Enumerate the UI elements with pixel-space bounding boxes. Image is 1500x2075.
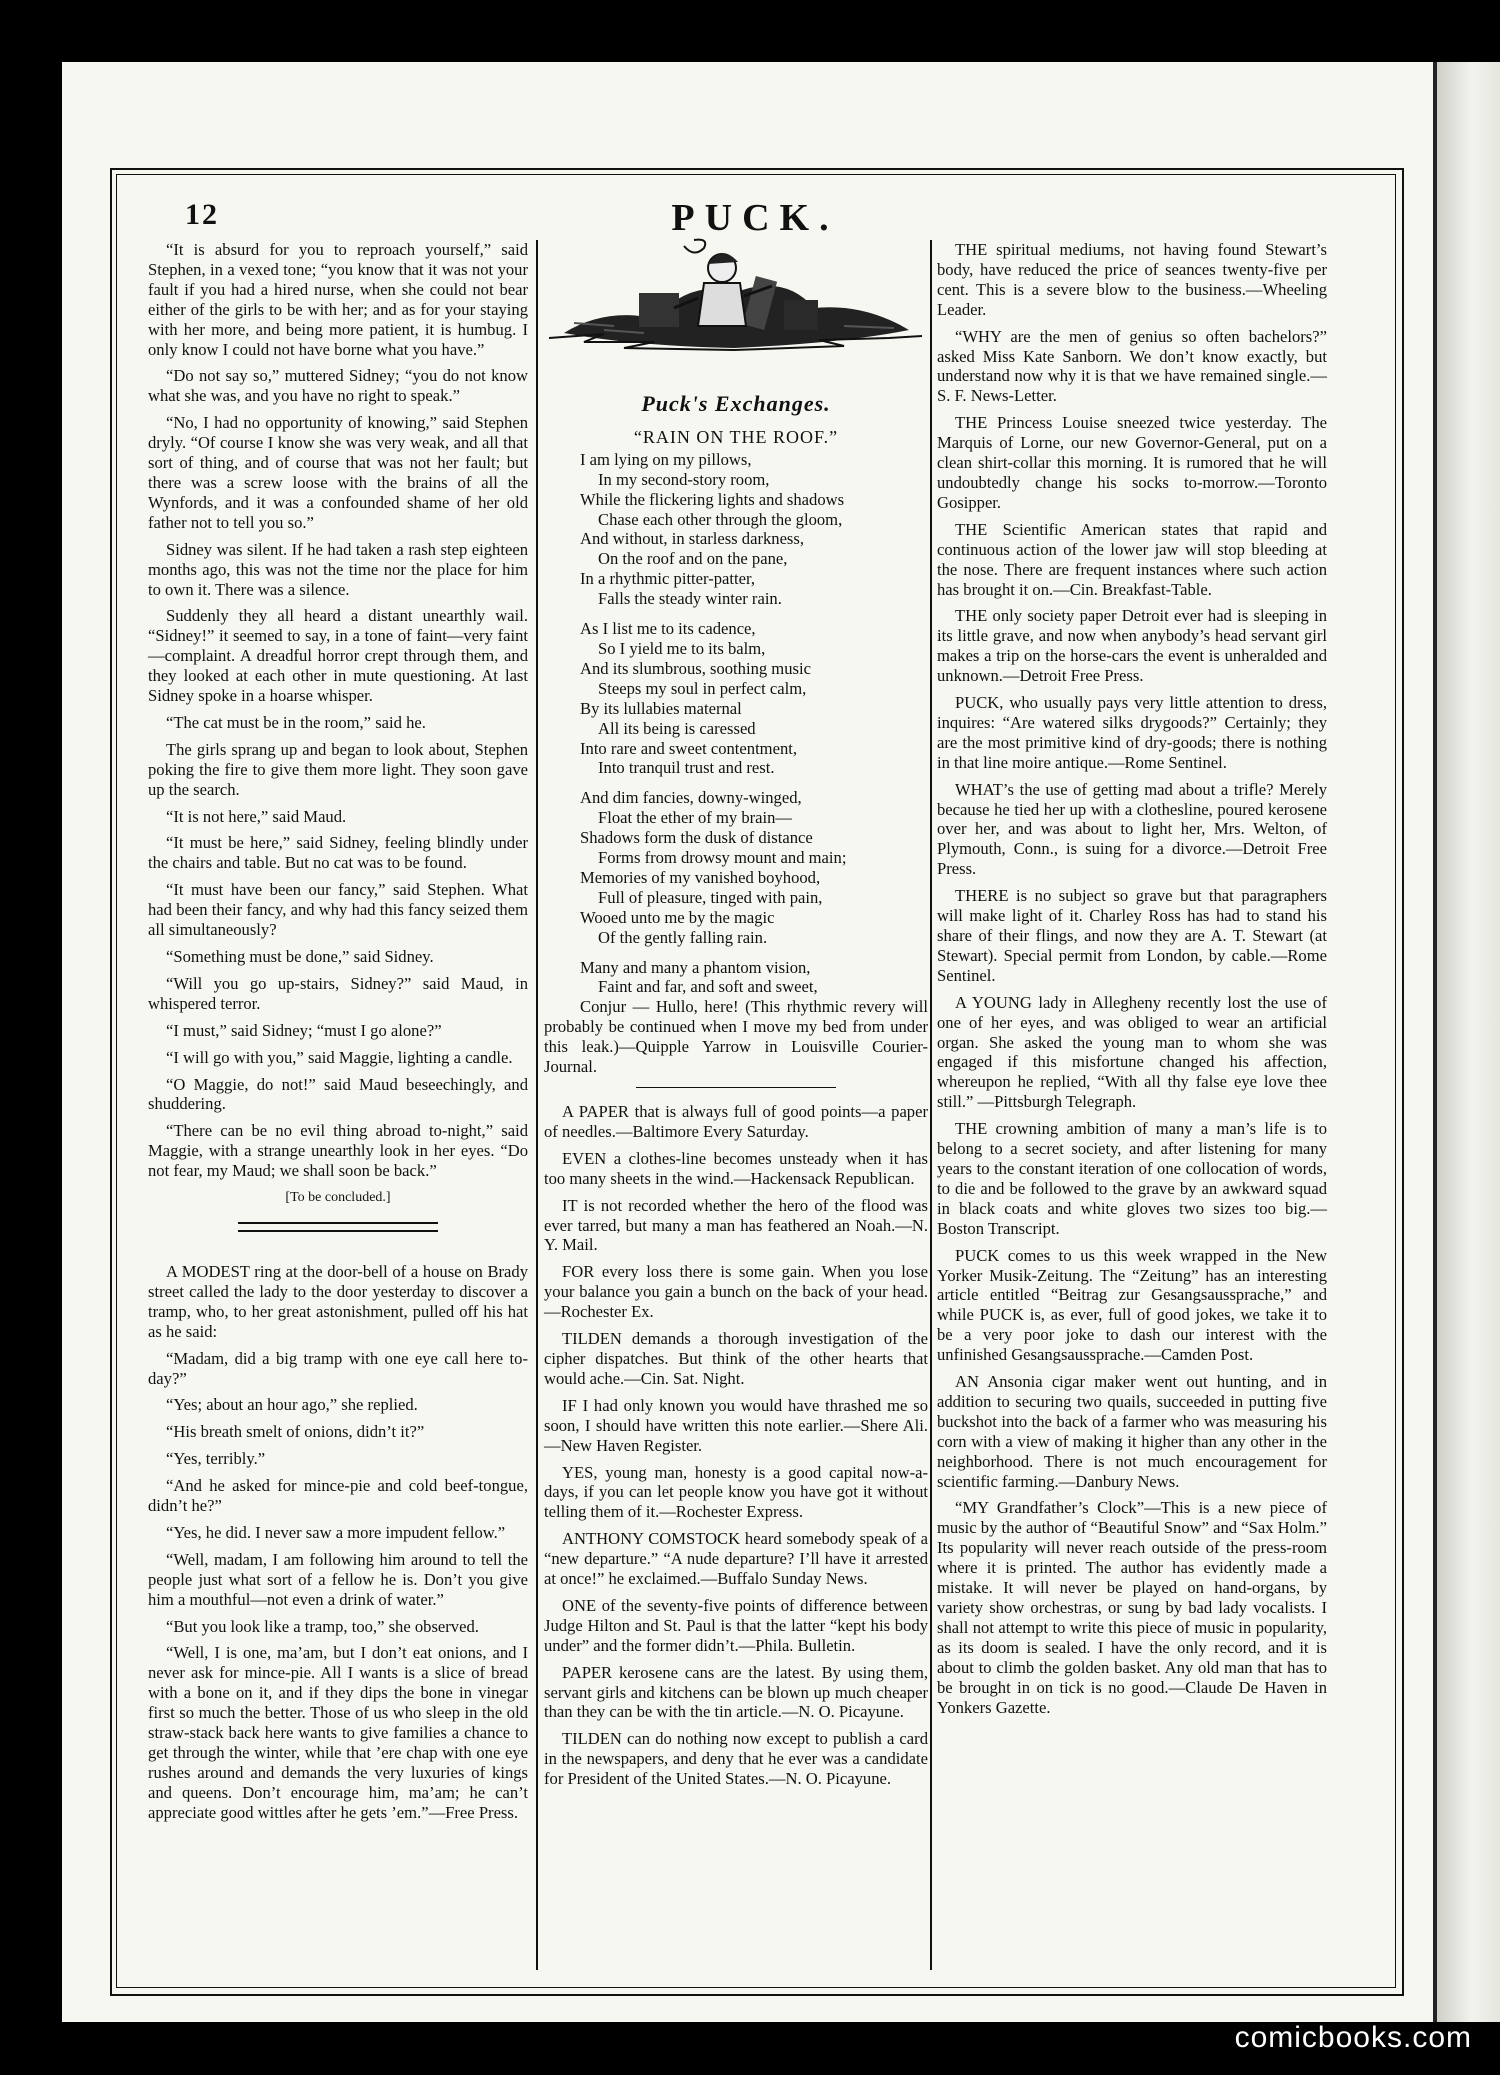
tramp-paragraph: “Madam, did a big tramp with one eye call here to-day?” — [148, 1348, 528, 1388]
exchange-item: A YOUNG lady in Allegheny recently lost the use of one of her eyes, and was obliged to wear an artificial organ. She asked the young man to whom she was engaged if this misfortune changed his affection, whereupon he replied, “With all thy false eye love thee still.” —Pittsburgh Telegraph. — [937, 992, 1327, 1112]
tramp-paragraph: “And he asked for mince-pie and cold beef-tongue, didn’t he?” — [148, 1476, 528, 1516]
story-paragraph: “The cat must be in the room,” said he. — [166, 712, 426, 732]
tramp-paragraph: “Well, madam, I am following him around to tell the people just what sort of a fellow he is. Don’t you give him a mouthful—not even a drink of water.” — [148, 1549, 528, 1609]
exchange-item: PUCK comes to us this week wrapped in the New Yorker Musik-Zeitung. The “Zeitung” has an interesting article entitled “Beitrag zur Gesangsaussprache,” and while PUCK is, as ever, full of good jokes, we take it to be a very poor joke to dash our interest with the unfinished Gesangsaussprache.—Camden Post. — [937, 1245, 1327, 1365]
poem-stanza — [580, 619, 928, 778]
poem-line: And dim fancies, downy-winged, — [580, 788, 802, 808]
poem-line: Chase each other through the gloom, — [598, 509, 843, 529]
story-paragraph: “It must be here,” said Sidney, feeling blindly under the chairs and table. But no cat was to be found. — [148, 833, 528, 873]
poem-line: Steeps my soul in perfect calm, — [598, 678, 807, 698]
column-rule-2 — [930, 240, 932, 1970]
exchange-item: AN Ansonia cigar maker went out hunting, and in addition to securing two quails, succeeded in putting five buckshot into the back of a farmer who was measuring his corn with a view of making it higher than any other in the neighborhood. There is not much encouragement for scientific farming.—Danbury News. — [937, 1372, 1327, 1491]
poem-line: In my second-story room, — [598, 469, 770, 489]
column-rule-1 — [536, 240, 538, 1970]
watermark: comicbooks.com — [1234, 2021, 1472, 2054]
story-paragraph: “It is not here,” said Maud. — [166, 806, 347, 826]
exchange-item: IF I had only known you would have thrashed me so soon, I should have written this note earlier.—Shere Ali.—New Haven Register. — [544, 1395, 928, 1455]
story-paragraph: “O Maggie, do not!” said Maud beseechingly, and shuddering. — [148, 1074, 528, 1114]
poem-line: And without, in starless darkness, — [580, 529, 804, 549]
poem-line: Float the ether of my brain— — [598, 808, 793, 828]
poem-line: Many and many a phantom vision, — [580, 957, 811, 977]
exchange-item: THE spiritual mediums, not having found Stewart’s body, have reduced the price of seances twenty-five per cent. This is a severe blow to the business.—Wheeling Leader. — [937, 240, 1327, 319]
story-paragraph: “I will go with you,” said Maggie, lighting a candle. — [166, 1047, 513, 1067]
story-paragraph: “I must,” said Sidney; “must I go alone?” — [166, 1020, 442, 1040]
exchange-item: THE Princess Louise sneezed twice yesterday. The Marquis of Lorne, our new Governor-General, put on a clean shirt-collar this morning. It is rumored that he will undoubtedly change his socks to-morrow.—Toronto Gosipper. — [937, 413, 1327, 512]
exchange-item: WHAT’s the use of getting mad about a trifle? Merely because he tied her up with a clothesline, poured kerosene over her, and was about to light her, Mrs. Welton, of Plymouth, Conn., is suing for a divorce.—Detroit Free Press. — [937, 779, 1327, 879]
poem-line: So I yield me to its balm, — [598, 638, 766, 658]
poem-line: In a rhythmic pitter-patter, — [580, 569, 756, 589]
story-paragraph: Sidney was silent. If he had taken a rash step eighteen months ago, this was not the time nor the place for him to own it. There was a silence. — [148, 539, 528, 599]
exchange-item: PAPER kerosene cans are the latest. By using them, servant girls and kitchens can be blown up much cheaper than they can be with the tin article.—N. O. Picayune. — [544, 1662, 928, 1722]
exchange-item: “MY Grandfather’s Clock”—This is a new piece of music by the author of “Beautiful Snow” and “Sax Holm.” Its popularity will never reach outside of the press-room where it is printed. The author has evidently made a mistake. It will never be played on hand-organs, by variety show orchestras, or sung by bad lady vocalists. I shall not attempt to write this piece of music in popularity, as its doom is sealed. I have the only record, and it is about to climb the golden basket. Any old man that has to be brought in on tick is no good.—Claude De Haven in Yonkers Gazette. — [937, 1498, 1327, 1717]
exchange-item: A PAPER that is always full of good points—a paper of needles.—Baltimore Every Saturday. — [544, 1102, 928, 1141]
story-paragraph: “It must have been our fancy,” said Stephen. What had been their fancy, and why had this fancy seized them all simultaneously? — [148, 880, 528, 940]
tramp-paragraph: A MODEST ring at the door-bell of a house on Brady street called the lady to the door yesterday to discover a tramp, who, to her great astonishment, pulled off his hat as he said: — [148, 1261, 528, 1341]
exchange-item: TILDEN can do nothing now except to publish a card in the newspapers, and deny that he ever was a candidate for President of the United States.—N. O. Picayune. — [544, 1729, 928, 1789]
exchange-item: “WHY are the men of genius so often bachelors?” asked Miss Kate Sanborn. We don’t know exactly, but understand now why it is that we have remained single.—S. F. News-Letter. — [937, 326, 1327, 406]
story-paragraph: “Do not say so,” muttered Sidney; “you do not know what she was, and you have no right to speak.” — [148, 366, 528, 406]
story-paragraph: “Something must be done,” said Sidney. — [166, 947, 434, 966]
poem-line: Forms from drowsy mount and main; — [598, 848, 847, 868]
story-paragraph: “There can be no evil thing abroad to-night,” said Maggie, with a strange unearthly look in her eyes. “Do not fear, my Maud; we shall soon be back.” — [148, 1121, 528, 1181]
exchanges-vignette-illustration — [544, 238, 928, 388]
exchange-item: THE Scientific American states that rapid and continuous action of the lower jaw will stop bleeding at the nose. There are frequent instances where such action has brought it on.—Cin. Breakfast-Table. — [937, 519, 1327, 599]
exchange-item: YES, young man, honesty is a good capital now-a-days, if you can let people know you have got it without telling them of it.—Rochester Express. — [544, 1462, 928, 1522]
exchange-item: ONE of the seventy-five points of difference between Judge Hilton and St. Paul is that the latter “kept his body under” and the former didn’t.—Phila. Bulletin. — [544, 1595, 928, 1655]
poem-line: As I list me to its cadence, — [580, 619, 756, 639]
poem-line: Full of pleasure, tinged with pain, — [598, 887, 823, 907]
poem-line: And its slumbrous, soothing music — [580, 658, 811, 678]
poem-ending: Conjur — Hullo, here! (This rhythmic revery will probably be continued when I move my bed from under this leak.)—Quipple Yarrow in Louisville Courier-Journal. — [544, 997, 928, 1077]
poem-stanza — [580, 788, 928, 947]
exchange-item: ANTHONY COMSTOCK heard somebody speak of a “new departure.” “A nude departure? I’ll have it arrested at once!” he exclaimed.—Buffalo Sunday News. — [544, 1529, 928, 1589]
exchange-item: EVEN a clothes-line becomes unsteady when it has too many sheets in the wind.—Hackensack Republican. — [544, 1148, 928, 1188]
poem-line: Falls the steady winter rain. — [598, 589, 782, 609]
poem-line: While the flickering lights and shadows — [580, 489, 845, 509]
exchange-item: THERE is no subject so grave but that paragraphers will make light of it. Charley Ross has had to stand his share of their flings, and now they are A. T. Stewart (at Stewart). Special permit from London, by cable.—Rome Sentinel. — [937, 886, 1327, 985]
page-number: 12 — [185, 198, 219, 231]
tramp-story — [148, 1262, 528, 1823]
exchange-item: PUCK, who usually pays very little attention to dress, inquires: “Are watered silks drygoods?” Certainly; they are the most primitive kind of dry-goods; there is nothing in that line moire antique.—Rome Sentinel. — [937, 693, 1327, 772]
column-3 — [937, 240, 1327, 1724]
poem-stanza — [580, 450, 928, 609]
to-be-concluded-note: [To be concluded.] — [285, 1190, 391, 1206]
tramp-paragraph: “Well, I is one, ma’am, but I don’t eat onions, and I never ask for mince-pie. All I wants is a slice of bread with a bone on it, and if they dips the bone in vinegar first so much the better. Those of us who sleep in the old straw-stack back here wants to give families a chance to get through the winter, while that ’ere chap with one eye rushes around and demands the very luxuries of kings and queens. Don’t encourage him, ma’am; he can’t appreciate good wittles after he gets ’em.”—Free Press. — [148, 1643, 528, 1822]
tramp-paragraph: “Yes, terribly.” — [166, 1449, 266, 1469]
section-divider — [636, 1087, 836, 1088]
poem-line: Wooed unto me by the magic — [580, 907, 775, 927]
poem-line: By its lullabies maternal — [580, 698, 742, 718]
story-paragraph: Suddenly they all heard a distant unearthly wail. “Sidney!” it seemed to say, in a tone of faint—very faint—complaint. A dreadful horror crept through them, and they looked at each other in mute questioning. At last Sidney spoke in a hoarse whisper. — [148, 606, 528, 706]
exchange-item: THE crowning ambition of many a man’s life is to belong to a secret society, and after listening for many years to the constant iteration of one collocation of words, to die and be followed to the grave by an awkward squad in black coats and white gloves two sizes too big.—Boston Transcript. — [937, 1119, 1327, 1238]
section-title-pucks-exchanges: Puck's Exchanges. — [641, 391, 831, 416]
column-2 — [544, 240, 928, 1796]
column-1 — [148, 240, 528, 1830]
exchange-item: IT is not recorded whether the hero of the flood was ever tarred, but many a man has feathered an Noah.—N. Y. Mail. — [544, 1195, 928, 1255]
exchange-item: FOR every loss there is some gain. When you lose your balance you gain a bunch on the back of your head.—Rochester Ex. — [544, 1262, 928, 1322]
poem-line: Of the gently falling rain. — [598, 927, 768, 947]
poem-title: “RAIN ON THE ROOF.” — [633, 426, 839, 447]
story-paragraph: The girls sprang up and began to look about, Stephen poking the fire to give them more light. They soon gave up the search. — [148, 739, 528, 799]
exchange-item: TILDEN demands a thorough investigation of the cipher dispatches. But think of the other hearts that would ache.—Cin. Sat. Night. — [544, 1329, 928, 1388]
poem-line: On the roof and on the pane, — [598, 549, 788, 569]
puck-figure-illustration — [544, 238, 928, 388]
poem-line: Into rare and sweet contentment, — [580, 738, 798, 758]
poem-line: Faint and far, and soft and sweet, — [598, 977, 818, 997]
tramp-paragraph: “Yes; about an hour ago,” she replied. — [166, 1395, 418, 1415]
story-section — [148, 240, 528, 1181]
poem-line: Into tranquil trust and rest. — [598, 758, 775, 778]
tramp-paragraph: “But you look like a tramp, too,” she observed. — [166, 1616, 479, 1636]
poem-line: All its being is caressed — [598, 718, 756, 738]
story-paragraph: “It is absurd for you to reproach yourself,” said Stephen, in a vexed tone; “you know that it was not your fault if you had a hired nurse, when she could not bear either of the girls to be with her; and as for your staying with her more, and being more patient, it is humbug. I only know I could not have borne what you have.” — [148, 240, 528, 359]
poem-line: Memories of my vanished boyhood, — [580, 867, 821, 887]
poem-line: Shadows form the dusk of distance — [580, 828, 813, 848]
section-divider — [238, 1222, 438, 1232]
poem-line: I am lying on my pillows, — [580, 449, 752, 469]
poem-stanza — [580, 958, 928, 998]
story-paragraph: “No, I had no opportunity of knowing,” said Stephen dryly. “Of course I know she was very weak, and all that sort of thing, and of course that was not her fault; but there was a screw loose with the brains of all the Wynfords, and it was a confounded shame of her old father not to tell you so.” — [148, 413, 528, 532]
masthead-title: PUCK. — [671, 197, 839, 239]
tramp-paragraph: “Yes, he did. I never saw a more impudent fellow.” — [166, 1522, 506, 1542]
exchange-item: THE only society paper Detroit ever had is sleeping in its little grave, and now when anybody’s head servant girl makes a trip on the horse-cars the event is unheralded and unknown.—Detroit Free Press. — [937, 606, 1327, 686]
tramp-paragraph: “His breath smelt of onions, didn’t it?” — [166, 1422, 425, 1442]
facing-page-edge — [1437, 62, 1500, 2022]
page-header — [185, 198, 1325, 238]
story-paragraph: “Will you go up-stairs, Sidney?” said Maud, in whispered terror. — [148, 973, 528, 1013]
